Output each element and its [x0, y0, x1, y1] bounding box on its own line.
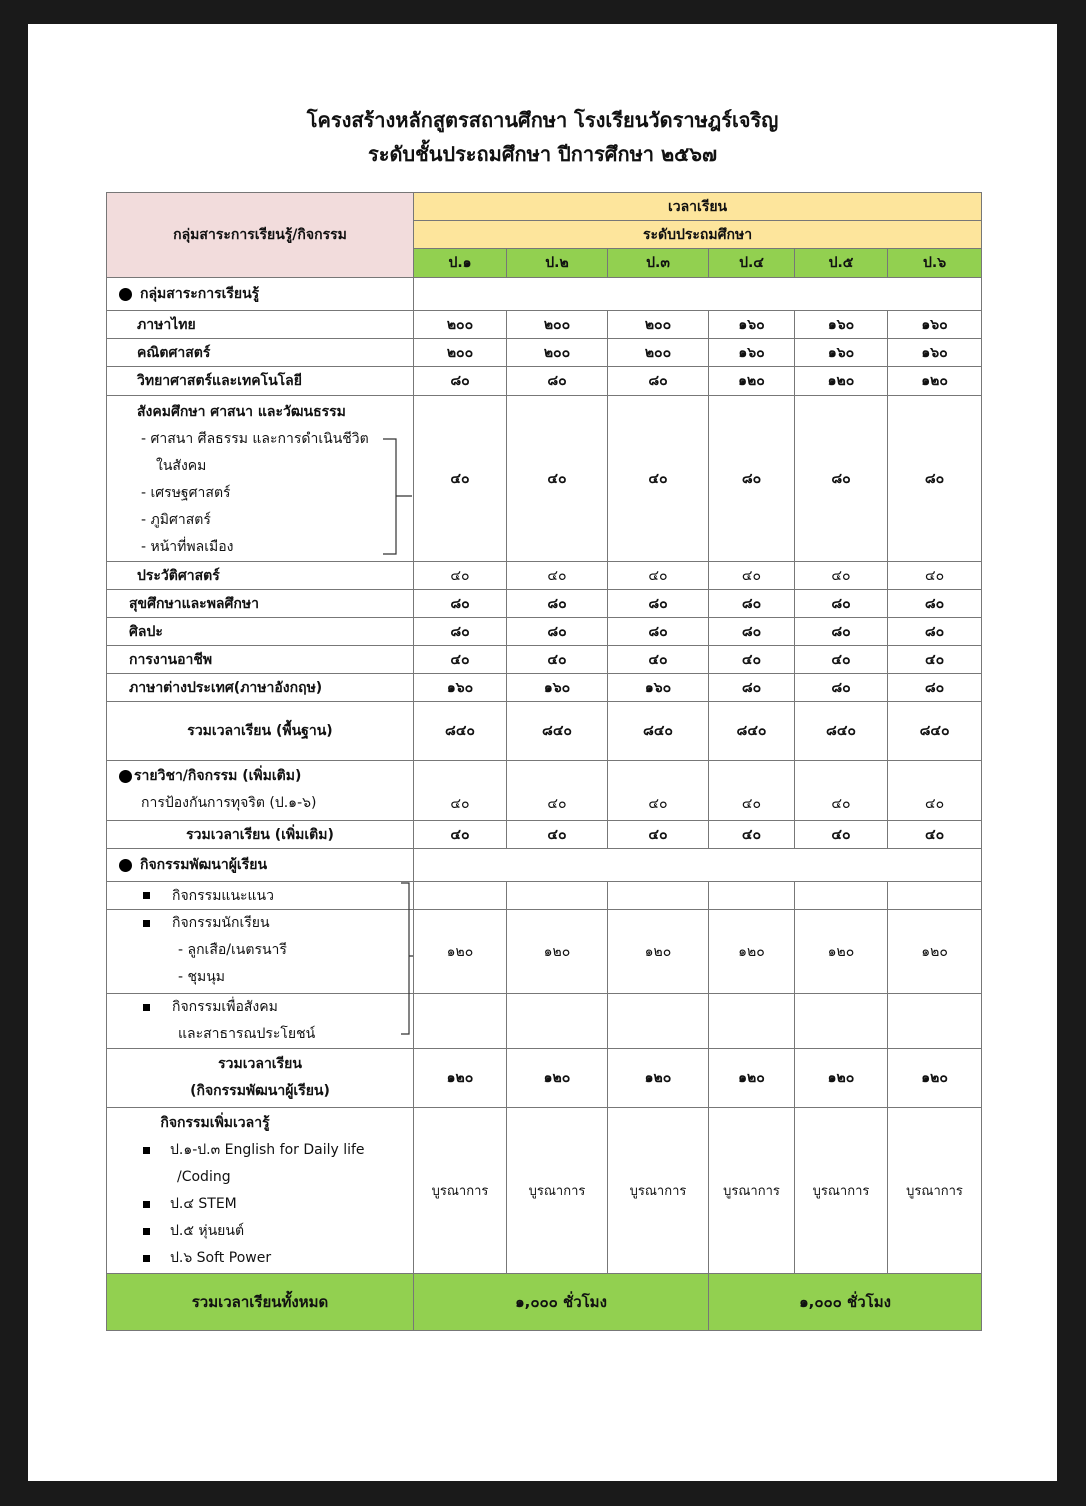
- hours-cell: ๑๖๐: [795, 311, 888, 339]
- social-studies-cell: [107, 396, 414, 562]
- hours-cell: ๑๖๐: [795, 339, 888, 367]
- square-bullet-icon: [143, 920, 150, 927]
- brace-icon: [382, 438, 414, 556]
- hours-cell: ๘๐: [795, 618, 888, 646]
- social-studies-row: [107, 396, 982, 562]
- document-page: [28, 24, 1057, 1481]
- grade-header: ป.๑: [414, 249, 507, 278]
- hours-cell: ๘๐: [795, 590, 888, 618]
- group-header: กลุ่มสาระการเรียนรู้/กิจกรรม: [107, 193, 414, 278]
- hours-cell: ๔๐: [709, 761, 795, 821]
- total-cell: ๑๒๐: [795, 1049, 888, 1108]
- subtopic: - ศาสนา ศีลธรรม และการดำเนินชีวิต: [141, 431, 369, 447]
- document-subtitle: ระดับชั้นประถมศึกษา ปีการศึกษา ๒๕๖๗: [367, 142, 718, 166]
- activity-name: กิจกรรมเพื่อสังคม: [172, 999, 278, 1015]
- hours-cell: ๑๒๐: [795, 910, 888, 994]
- grade-header: ป.๖: [888, 249, 982, 278]
- integrated-cell: บูรณาการ: [709, 1108, 795, 1274]
- total-cell: ๑๒๐: [709, 1049, 795, 1108]
- bullet-icon: [119, 770, 132, 783]
- activity-sub: - ชุมนุม: [178, 969, 226, 985]
- hours-cell: ๔๐: [888, 646, 982, 674]
- subtopic: - ภูมิศาสตร์: [141, 512, 211, 528]
- total-label: รวมเวลาเรียน (เพิ่มเติม): [107, 821, 414, 849]
- hours-cell: ๒๐๐: [608, 311, 709, 339]
- subject-name: ภาษาไทย: [107, 311, 414, 339]
- hours-cell: ๔๐: [414, 761, 507, 821]
- hours-cell: ๔๐: [795, 562, 888, 590]
- extra-row: [107, 761, 982, 821]
- subject-row: [107, 590, 982, 618]
- grand-total-label: รวมเวลาเรียนทั้งหมด: [107, 1274, 414, 1331]
- hours-cell: ๘๐: [414, 590, 507, 618]
- hours-cell: ๘๐: [709, 674, 795, 702]
- subject-name: ภาษาต่างประเทศ(ภาษาอังกฤษ): [107, 674, 414, 702]
- activity-sub: และสาธารณประโยชน์: [178, 1026, 316, 1042]
- hours-cell: ๘๐: [709, 396, 795, 562]
- total-cell: ๑๒๐: [507, 1049, 608, 1108]
- subject-row: [107, 339, 982, 367]
- grade-header: ป.๒: [507, 249, 608, 278]
- hours-cell: ๑๖๐: [709, 311, 795, 339]
- hours-cell: ๔๐: [795, 761, 888, 821]
- subject-name: การป้องกันการทุจริต (ป.๑-๖): [141, 795, 317, 811]
- hours-cell: ๔๐: [507, 562, 608, 590]
- subject-name: สังคมศึกษา ศาสนา และวัฒนธรรม: [137, 404, 346, 420]
- hours-cell: ๑๒๐: [507, 910, 608, 994]
- hours-cell: ๔๐: [795, 646, 888, 674]
- enrich-item: ป.๔ STEM: [170, 1196, 237, 1212]
- total-cell: ๔๐: [709, 821, 795, 849]
- hours-cell: ๑๒๐: [709, 910, 795, 994]
- hours-cell: ๒๐๐: [414, 311, 507, 339]
- hours-cell: ๘๐: [888, 674, 982, 702]
- total-dev-row: [107, 1049, 982, 1108]
- total-cell: ๘๔๐: [795, 702, 888, 761]
- subject-name: ประวัติศาสตร์: [107, 562, 414, 590]
- section-heading: รายวิชา/กิจกรรม (เพิ่มเติม): [134, 768, 302, 784]
- hours-cell: ๘๐: [608, 618, 709, 646]
- dev-row: [107, 882, 982, 910]
- hours-cell: ๘๐: [507, 367, 608, 396]
- hours-cell: ๘๐: [709, 618, 795, 646]
- activity-name: กิจกรรมแนะแนว: [172, 887, 274, 904]
- activity-sub: - ลูกเสือ/เนตรนารี: [178, 942, 287, 958]
- enrich-item: ป.๖ Soft Power: [170, 1250, 272, 1266]
- hours-cell: ๒๐๐: [608, 339, 709, 367]
- hours-cell: ๑๖๐: [507, 674, 608, 702]
- hours-cell: ๔๐: [414, 646, 507, 674]
- square-bullet-icon: [143, 1255, 150, 1262]
- dev-heading-row: [107, 849, 982, 882]
- bullet-icon: [119, 859, 132, 872]
- hours-cell: ๔๐: [888, 562, 982, 590]
- hours-cell: ๘๐: [888, 618, 982, 646]
- hours-cell: ๔๐: [608, 562, 709, 590]
- subject-row: [107, 311, 982, 339]
- hours-cell: ๔๐: [709, 646, 795, 674]
- hours-cell: ๔๐: [507, 761, 608, 821]
- grand-total-right: ๑,๐๐๐ ชั่วโมง: [709, 1274, 982, 1331]
- grand-total-left: ๑,๐๐๐ ชั่วโมง: [414, 1274, 709, 1331]
- time-header: เวลาเรียน: [414, 193, 982, 221]
- hours-cell: ๘๐: [709, 590, 795, 618]
- hours-cell: ๘๐: [795, 674, 888, 702]
- subject-name: คณิตศาสตร์: [107, 339, 414, 367]
- section-heading: กิจกรรมเพิ่มเวลารู้: [160, 1115, 270, 1131]
- hours-cell: ๔๐: [888, 761, 982, 821]
- integrated-cell: บูรณาการ: [795, 1108, 888, 1274]
- subject-row: [107, 646, 982, 674]
- hours-cell: ๘๐: [795, 396, 888, 562]
- hours-cell: ๔๐: [709, 562, 795, 590]
- integrated-cell: บูรณาการ: [414, 1108, 507, 1274]
- enrich-item: ป.๕ หุ่นยนต์: [170, 1223, 245, 1239]
- subtopic: - หน้าที่พลเมือง: [141, 539, 234, 555]
- subject-name: วิทยาศาสตร์และเทคโนโลยี: [107, 367, 414, 396]
- square-bullet-icon: [143, 1147, 150, 1154]
- hours-cell: ๑๒๐: [608, 910, 709, 994]
- hours-cell: ๑๒๐: [888, 367, 982, 396]
- hours-cell: ๑๒๐: [414, 910, 507, 994]
- total-cell: ๘๔๐: [888, 702, 982, 761]
- square-bullet-icon: [143, 1228, 150, 1235]
- total-label: รวมเวลาเรียน (พื้นฐาน): [107, 702, 414, 761]
- hours-cell: ๑๒๐: [709, 367, 795, 396]
- total-cell: ๔๐: [888, 821, 982, 849]
- integrated-cell: บูรณาการ: [608, 1108, 709, 1274]
- total-cell: ๔๐: [608, 821, 709, 849]
- hours-cell: ๑๒๐: [795, 367, 888, 396]
- hours-cell: ๘๐: [507, 618, 608, 646]
- total-cell: ๔๐: [795, 821, 888, 849]
- total-label: รวมเวลาเรียน: [218, 1056, 302, 1072]
- subtopic: - เศรษฐศาสตร์: [141, 485, 231, 501]
- hours-cell: ๒๐๐: [507, 311, 608, 339]
- total-cell: ๘๔๐: [414, 702, 507, 761]
- total-cell: ๘๔๐: [507, 702, 608, 761]
- square-bullet-icon: [143, 892, 150, 899]
- total-extra-row: [107, 821, 982, 849]
- integrated-cell: บูรณาการ: [888, 1108, 982, 1274]
- subject-row: [107, 674, 982, 702]
- bullet-icon: [119, 288, 132, 301]
- square-bullet-icon: [143, 1201, 150, 1208]
- level-header: ระดับประถมศึกษา: [414, 221, 982, 249]
- hours-cell: ๘๐: [608, 367, 709, 396]
- hours-cell: ๔๐: [414, 562, 507, 590]
- subject-row: [107, 618, 982, 646]
- hours-cell: ๑๖๐: [414, 674, 507, 702]
- hours-cell: ๒๐๐: [414, 339, 507, 367]
- hours-cell: ๑๒๐: [888, 910, 982, 994]
- grade-header: ป.๕: [795, 249, 888, 278]
- hours-cell: ๔๐: [507, 646, 608, 674]
- grade-header: ป.๔: [709, 249, 795, 278]
- dev-row: [107, 910, 982, 994]
- grade-header: ป.๓: [608, 249, 709, 278]
- hours-cell: ๑๖๐: [608, 674, 709, 702]
- total-cell: ๔๐: [507, 821, 608, 849]
- hours-cell: ๘๐: [414, 367, 507, 396]
- subject-row: [107, 367, 982, 396]
- hours-cell: ๔๐: [414, 396, 507, 562]
- activity-name: กิจกรรมนักเรียน: [172, 915, 270, 931]
- total-cell: ๑๒๐: [888, 1049, 982, 1108]
- subtopic: ในสังคม: [156, 458, 207, 474]
- total-cell: ๑๒๐: [414, 1049, 507, 1108]
- total-core-row: [107, 702, 982, 761]
- total-label: (กิจกรรมพัฒนาผู้เรียน): [190, 1083, 330, 1099]
- hours-cell: ๔๐: [608, 646, 709, 674]
- hours-cell: ๔๐: [608, 761, 709, 821]
- brace-icon: [400, 882, 414, 1036]
- dev-row: [107, 994, 982, 1049]
- enrich-item: ป.๑-ป.๓ English for Daily life: [170, 1142, 365, 1158]
- hours-cell: ๔๐: [608, 396, 709, 562]
- square-bullet-icon: [143, 1004, 150, 1011]
- subject-row: [107, 562, 982, 590]
- total-cell: ๘๔๐: [709, 702, 795, 761]
- section-heading: กลุ่มสาระการเรียนรู้: [107, 278, 414, 311]
- total-cell: ๑๒๐: [608, 1049, 709, 1108]
- hours-cell: ๘๐: [507, 590, 608, 618]
- grand-total-row: [107, 1274, 982, 1331]
- curriculum-table: [106, 192, 982, 1331]
- hours-cell: ๔๐: [507, 396, 608, 562]
- hours-cell: ๑๖๐: [709, 339, 795, 367]
- document-title: โครงสร้างหลักสูตรสถานศึกษา โรงเรียนวัดราษฎร์เจริญ: [306, 108, 779, 132]
- subject-name: การงานอาชีพ: [107, 646, 414, 674]
- hours-cell: ๒๐๐: [507, 339, 608, 367]
- subject-name: ศิลปะ: [107, 618, 414, 646]
- subject-name: สุขศึกษาและพลศึกษา: [107, 590, 414, 618]
- hours-cell: ๘๐: [888, 396, 982, 562]
- section-heading: กิจกรรมพัฒนาผู้เรียน: [140, 857, 268, 873]
- enrich-item: /Coding: [177, 1169, 231, 1185]
- hours-cell: ๑๖๐: [888, 339, 982, 367]
- total-cell: ๘๔๐: [608, 702, 709, 761]
- integrated-cell: บูรณาการ: [507, 1108, 608, 1274]
- hours-cell: ๘๐: [608, 590, 709, 618]
- hours-cell: ๘๐: [414, 618, 507, 646]
- hours-cell: ๘๐: [888, 590, 982, 618]
- total-cell: ๔๐: [414, 821, 507, 849]
- hours-cell: ๑๖๐: [888, 311, 982, 339]
- enrich-row: [107, 1108, 982, 1274]
